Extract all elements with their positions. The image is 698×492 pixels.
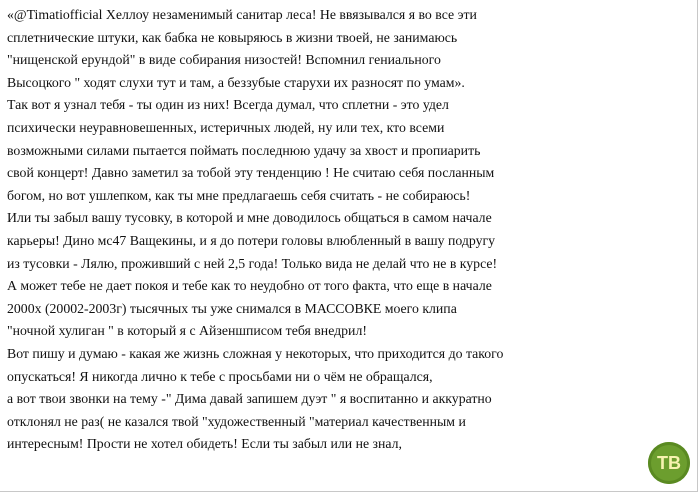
message-line: возможными силами пытается поймать последнюю удачу за хвост и пропиарить bbox=[7, 142, 481, 158]
message-line: интересным! Прости не хотел обидеть! Если ты забыл или не знал, bbox=[7, 436, 402, 452]
message-line: а вот твои звонки на тему -" Дима давай запишем дуэт " я воспитанно и аккуратно bbox=[7, 391, 492, 407]
message-line: "нищенской ерундой" в виде собирания низостей! Вспомнил гениального bbox=[7, 52, 441, 68]
message-line: «@Timatiofficial Хеллоу незаменимый санитар леса! Не ввязывался я во все эти bbox=[7, 7, 477, 22]
message-line: сплетнические штуки, как бабка не ковыряюсь в жизни твоей, не занимаюсь bbox=[7, 29, 458, 45]
message-line: "ночной хулиган " в который я с Айзеншписом тебя внедрил! bbox=[7, 323, 367, 339]
message-line: опускаться! Я никогда лично к тебе с просьбами ни о чём не обращался, bbox=[7, 368, 433, 384]
message-line: психически неуравновешенных, истеричных людей, ну или тех, кто всеми bbox=[7, 119, 445, 135]
message-line: А может тебе не дает покоя и тебе как то неудобно от того факта, что еще в начале bbox=[7, 278, 492, 294]
message-line: из тусовки - Лялю, проживший с ней 2,5 года! Только вида не делай что не в курсе! bbox=[7, 255, 498, 271]
message-line: богом, но вот ушлепком, как ты мне предлагаешь себя считать - не собираюсь! bbox=[7, 187, 471, 203]
watermark-logo bbox=[648, 442, 690, 484]
message-line: карьеры! Дино мс47 Ващекины, и я до потери головы влюбленный в вашу подругу bbox=[7, 232, 496, 248]
message-line: Или ты забыл вашу тусовку, в которой и мне доводилось общаться в самом начале bbox=[7, 210, 492, 226]
message-text bbox=[7, 4, 697, 456]
message-line: Высоцкого " ходят слухи тут и там, а беззубые старухи их разносят по умам». bbox=[7, 74, 465, 90]
message-line: Так вот я узнал тебя - ты один из них! Всегда думал, что сплетни - это удел bbox=[7, 97, 449, 113]
message-line: Вот пишу и думаю - какая же жизнь сложная у некоторых, что приходится до такого bbox=[7, 345, 504, 361]
message-line: свой концерт! Давно заметил за тобой эту тенденцию ! Не считаю себя посланным bbox=[7, 165, 495, 181]
message-line: 2000х (20002-2003г) тысячных ты уже снимался в МАССОВКЕ моего клипа bbox=[7, 300, 457, 316]
message-line: отклонял не раз( не казался твой "художественный "материал качественным и bbox=[7, 413, 466, 429]
watermark-label: ТВ bbox=[657, 452, 681, 473]
